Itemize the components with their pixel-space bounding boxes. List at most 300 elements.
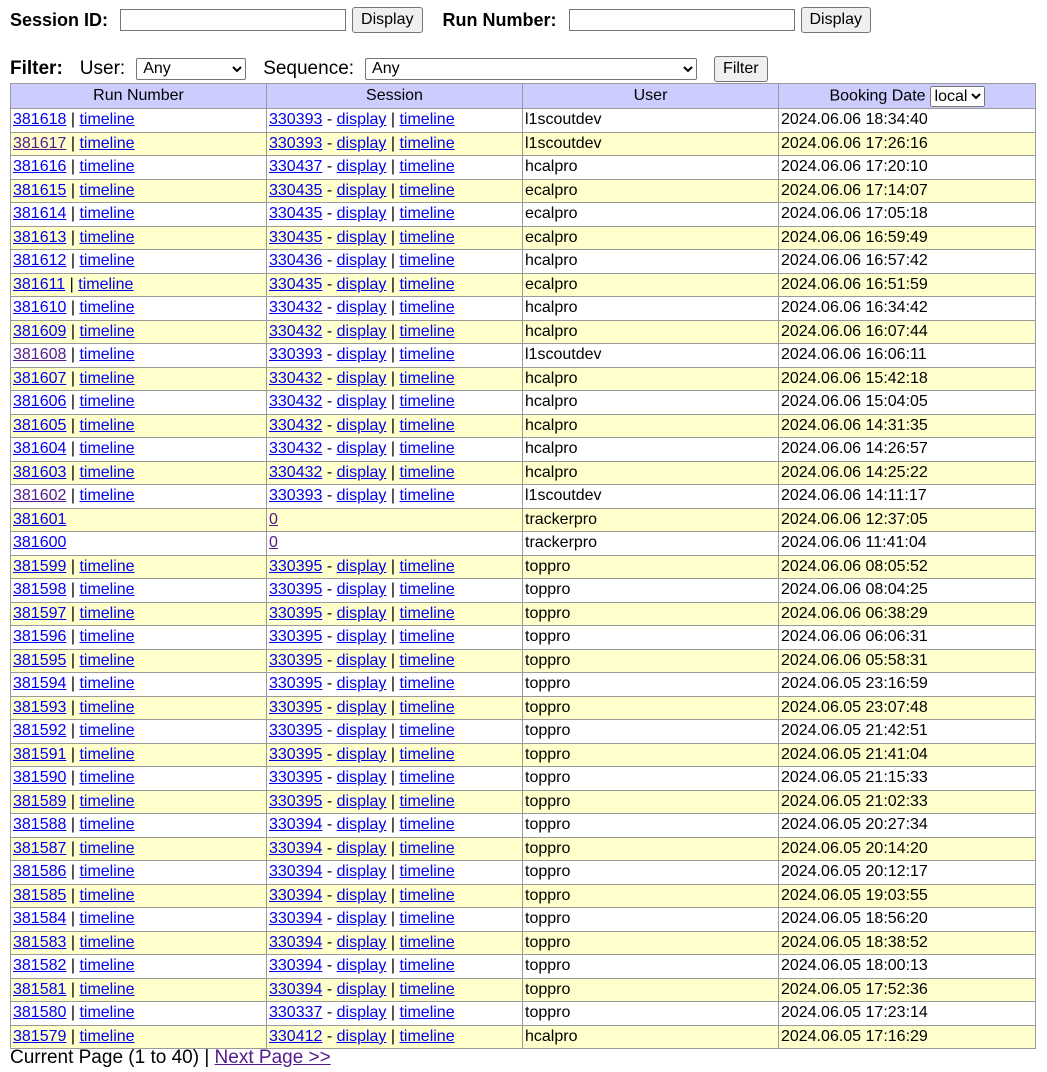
run-timeline-link[interactable]: timeline (79, 205, 135, 223)
session-link[interactable]: 330395 (269, 604, 323, 622)
session-timeline-link[interactable]: timeline (399, 487, 455, 505)
session-link[interactable]: 330437 (269, 158, 323, 176)
session-link[interactable]: 330435 (269, 181, 323, 199)
session-link[interactable]: 330394 (269, 910, 323, 928)
session-link[interactable]: 330435 (269, 205, 323, 223)
table-row (11, 602, 1036, 626)
session-timeline-link[interactable]: timeline (399, 1004, 455, 1022)
separator: | (386, 1027, 400, 1045)
user-cell: toppro (523, 696, 779, 720)
run-timeline-link[interactable]: timeline (79, 557, 135, 575)
session-link[interactable]: 330432 (269, 440, 323, 458)
separator: | (66, 675, 80, 693)
session-display-link[interactable]: display (336, 393, 387, 411)
user-cell: hcalpro (523, 367, 779, 391)
run-number-link[interactable]: 381590 (13, 769, 67, 787)
session-timeline-link[interactable]: timeline (399, 980, 455, 998)
session-display-link[interactable]: display (336, 228, 387, 246)
booking-date-cell: 2024.06.06 17:05:18 (779, 203, 1036, 227)
session-timeline-link[interactable]: timeline (399, 205, 455, 223)
separator: | (386, 440, 400, 458)
run-number-link[interactable]: 381611 (13, 275, 66, 293)
session-timeline-link[interactable]: timeline (399, 299, 455, 317)
session-display-link[interactable]: display (336, 628, 387, 646)
run-timeline-link[interactable]: timeline (79, 440, 135, 458)
session-timeline-link[interactable]: timeline (399, 111, 455, 129)
session-display-link[interactable]: display (336, 722, 387, 740)
run-timeline-link[interactable]: timeline (79, 252, 135, 270)
session-display-link[interactable]: display (336, 181, 387, 199)
session-link[interactable]: 330394 (269, 980, 323, 998)
run-timeline-link[interactable]: timeline (79, 463, 135, 481)
run-number-link[interactable]: 381584 (13, 910, 67, 928)
session-link[interactable]: 330394 (269, 886, 323, 904)
session-link[interactable]: 330395 (269, 675, 323, 693)
separator: | (386, 651, 400, 669)
run-number-link[interactable]: 381587 (13, 839, 67, 857)
separator: | (66, 346, 80, 364)
session-cell (267, 532, 523, 556)
run-cell (11, 884, 267, 908)
run-number-link[interactable]: 381616 (13, 158, 67, 176)
run-number-link[interactable]: 381592 (13, 722, 67, 740)
run-number-link[interactable]: 381591 (13, 745, 67, 763)
run-timeline-link[interactable]: timeline (79, 886, 135, 904)
table-row (11, 273, 1036, 297)
session-cell (267, 320, 523, 344)
run-timeline-link[interactable]: timeline (79, 322, 135, 340)
run-number-link[interactable]: 381613 (13, 228, 67, 246)
session-timeline-link[interactable]: timeline (399, 275, 455, 293)
separator: - (322, 1004, 337, 1022)
session-timeline-link[interactable]: timeline (399, 604, 455, 622)
run-timeline-link[interactable]: timeline (79, 910, 135, 928)
separator: | (386, 581, 400, 599)
separator: | (66, 205, 80, 223)
separator: - (322, 487, 337, 505)
separator: | (386, 839, 400, 857)
session-display-link[interactable]: display (336, 1004, 387, 1022)
table-row (11, 438, 1036, 462)
session-link[interactable]: 330435 (269, 228, 323, 246)
run-timeline-link[interactable]: timeline (79, 933, 135, 951)
run-timeline-link[interactable]: timeline (79, 769, 135, 787)
table-row (11, 626, 1036, 650)
separator: - (322, 205, 337, 223)
session-link[interactable]: 330395 (269, 651, 323, 669)
separator: | (66, 651, 80, 669)
session-cell (267, 908, 523, 932)
timezone-select[interactable] (930, 86, 985, 107)
separator: | (66, 440, 80, 458)
session-timeline-link[interactable]: timeline (399, 134, 455, 152)
session-timeline-link[interactable]: timeline (399, 792, 455, 810)
session-timeline-link[interactable]: timeline (399, 863, 455, 881)
session-link[interactable]: 330393 (269, 111, 323, 129)
booking-date-cell: 2024.06.06 16:34:42 (779, 297, 1036, 321)
run-number-link[interactable]: 381608 (13, 346, 67, 364)
session-display-link[interactable]: display (336, 792, 387, 810)
session-timeline-link[interactable]: timeline (399, 698, 455, 716)
run-timeline-link[interactable]: timeline (79, 863, 135, 881)
table-row (11, 696, 1036, 720)
table-row (11, 743, 1036, 767)
session-timeline-link[interactable]: timeline (399, 745, 455, 763)
booking-date-cell: 2024.06.05 18:38:52 (779, 931, 1036, 955)
separator: | (386, 792, 400, 810)
run-number-link[interactable]: 381615 (13, 181, 67, 199)
user-filter-select[interactable] (136, 58, 246, 80)
session-link[interactable]: 330432 (269, 416, 323, 434)
run-number-link[interactable]: 381614 (13, 205, 67, 223)
sequence-filter-select[interactable] (365, 58, 697, 80)
table-row (11, 367, 1036, 391)
table-row (11, 555, 1036, 579)
run-timeline-link[interactable]: timeline (79, 1027, 135, 1045)
table-row (11, 320, 1036, 344)
session-display-link[interactable]: display (336, 487, 387, 505)
session-cell (267, 790, 523, 814)
run-number-link[interactable]: 381617 (13, 134, 67, 152)
session-link[interactable]: 0 (269, 510, 278, 528)
table-row (11, 931, 1036, 955)
session-link[interactable]: 330435 (269, 275, 323, 293)
run-number-link[interactable]: 381602 (13, 487, 67, 505)
run-number-link[interactable]: 381589 (13, 792, 67, 810)
session-display-link[interactable]: display (336, 863, 387, 881)
run-timeline-link[interactable]: timeline (79, 393, 135, 411)
run-timeline-link[interactable]: timeline (79, 651, 135, 669)
booking-date-cell: 2024.06.05 21:41:04 (779, 743, 1036, 767)
session-timeline-link[interactable]: timeline (399, 416, 455, 434)
run-number-link[interactable]: 381598 (13, 581, 67, 599)
session-display-link[interactable]: display (336, 463, 387, 481)
session-display-link[interactable]: display (336, 369, 387, 387)
session-link[interactable]: 330432 (269, 393, 323, 411)
runs-table-body (11, 109, 1036, 1049)
session-link[interactable]: 330393 (269, 346, 323, 364)
session-display-link[interactable]: display (336, 134, 387, 152)
run-timeline-link[interactable]: timeline (79, 369, 135, 387)
session-display-link[interactable]: display (336, 440, 387, 458)
run-timeline-link[interactable]: timeline (79, 581, 135, 599)
run-timeline-link[interactable]: timeline (79, 698, 135, 716)
separator: | (386, 698, 400, 716)
session-display-link[interactable]: display (336, 651, 387, 669)
session-timeline-link[interactable]: timeline (399, 369, 455, 387)
run-timeline-link[interactable]: timeline (79, 722, 135, 740)
session-timeline-link[interactable]: timeline (399, 252, 455, 270)
session-display-link[interactable]: display (336, 604, 387, 622)
session-timeline-link[interactable]: timeline (399, 910, 455, 928)
booking-date-cell: 2024.06.06 16:57:42 (779, 250, 1036, 274)
session-display-link[interactable]: display (336, 158, 387, 176)
run-number-link[interactable]: 381583 (13, 933, 67, 951)
session-display-link[interactable]: display (336, 346, 387, 364)
session-link[interactable]: 330432 (269, 463, 323, 481)
separator: - (322, 299, 337, 317)
session-link[interactable]: 330395 (269, 628, 323, 646)
session-timeline-link[interactable]: timeline (399, 346, 455, 364)
session-link[interactable]: 330395 (269, 722, 323, 740)
run-number-link[interactable]: 381579 (13, 1027, 67, 1045)
session-timeline-link[interactable]: timeline (399, 158, 455, 176)
session-link[interactable]: 330393 (269, 134, 323, 152)
session-timeline-link[interactable]: timeline (399, 1027, 455, 1045)
run-number-link[interactable]: 381606 (13, 393, 67, 411)
user-cell: toppro (523, 790, 779, 814)
run-timeline-link[interactable]: timeline (79, 745, 135, 763)
session-link[interactable]: 330393 (269, 487, 323, 505)
separator: - (322, 675, 337, 693)
session-link[interactable]: 330432 (269, 369, 323, 387)
run-number-link[interactable]: 381601 (13, 510, 67, 528)
session-timeline-link[interactable]: timeline (399, 722, 455, 740)
run-number-link[interactable]: 381597 (13, 604, 67, 622)
session-timeline-link[interactable]: timeline (399, 463, 455, 481)
run-timeline-link[interactable]: timeline (79, 346, 135, 364)
table-row (11, 649, 1036, 673)
session-cell (267, 438, 523, 462)
session-link[interactable]: 330395 (269, 745, 323, 763)
run-timeline-link[interactable]: timeline (78, 275, 134, 293)
session-display-link[interactable]: display (336, 698, 387, 716)
separator: - (322, 863, 337, 881)
run-number-link[interactable]: 381580 (13, 1004, 67, 1022)
run-number-link[interactable]: 381586 (13, 863, 67, 881)
booking-date-cell: 2024.06.05 19:03:55 (779, 884, 1036, 908)
session-timeline-link[interactable]: timeline (399, 651, 455, 669)
run-cell (11, 344, 267, 368)
session-timeline-link[interactable]: timeline (399, 440, 455, 458)
table-row (11, 673, 1036, 697)
session-display-link[interactable]: display (336, 957, 387, 975)
run-number-link[interactable]: 381603 (13, 463, 67, 481)
session-display-link[interactable]: display (336, 1027, 387, 1045)
run-number-link[interactable]: 381600 (13, 534, 67, 552)
run-timeline-link[interactable]: timeline (79, 628, 135, 646)
session-cell (267, 297, 523, 321)
run-number-link[interactable]: 381582 (13, 957, 67, 975)
run-cell (11, 179, 267, 203)
run-timeline-link[interactable]: timeline (79, 134, 135, 152)
session-link[interactable]: 330412 (269, 1027, 323, 1045)
table-row (11, 461, 1036, 485)
filter-bar (10, 55, 768, 82)
session-display-link[interactable]: display (336, 111, 387, 129)
run-timeline-link[interactable]: timeline (79, 816, 135, 834)
session-display-link[interactable]: display (336, 416, 387, 434)
session-timeline-link[interactable]: timeline (399, 675, 455, 693)
run-timeline-link[interactable]: timeline (79, 792, 135, 810)
session-display-link[interactable]: display (336, 275, 387, 293)
run-number-link[interactable]: 381607 (13, 369, 67, 387)
session-display-link[interactable]: display (336, 322, 387, 340)
separator: | (66, 698, 80, 716)
session-link[interactable]: 330394 (269, 957, 323, 975)
session-display-link[interactable]: display (336, 252, 387, 270)
run-timeline-link[interactable]: timeline (79, 1004, 135, 1022)
run-timeline-link[interactable]: timeline (79, 839, 135, 857)
run-cell (11, 602, 267, 626)
session-display-link[interactable]: display (336, 886, 387, 904)
separator: - (322, 252, 337, 270)
session-display-button[interactable]: Display (352, 7, 422, 33)
separator: | (66, 158, 80, 176)
run-number-link[interactable]: 381618 (13, 111, 67, 129)
session-link[interactable]: 330394 (269, 816, 323, 834)
session-timeline-link[interactable]: timeline (399, 816, 455, 834)
session-link[interactable]: 330395 (269, 698, 323, 716)
run-number-link[interactable]: 381605 (13, 416, 67, 434)
run-number-link[interactable]: 381585 (13, 886, 67, 904)
session-link[interactable]: 330432 (269, 322, 323, 340)
user-cell: toppro (523, 861, 779, 885)
run-number-link[interactable]: 381599 (13, 557, 67, 575)
session-timeline-link[interactable]: timeline (399, 322, 455, 340)
user-cell: hcalpro (523, 250, 779, 274)
session-timeline-link[interactable]: timeline (399, 957, 455, 975)
user-cell: toppro (523, 837, 779, 861)
session-timeline-link[interactable]: timeline (399, 581, 455, 599)
run-number-link[interactable]: 381612 (13, 252, 67, 270)
separator: | (386, 393, 400, 411)
separator: - (322, 322, 337, 340)
run-number-link[interactable]: 381581 (13, 980, 67, 998)
run-number-link[interactable]: 381594 (13, 675, 67, 693)
session-cell (267, 226, 523, 250)
session-link[interactable]: 330394 (269, 933, 323, 951)
session-link[interactable]: 330436 (269, 252, 323, 270)
booking-date-cell: 2024.06.06 16:51:59 (779, 273, 1036, 297)
separator: | (66, 957, 80, 975)
filter-label: Filter: (10, 57, 63, 79)
session-timeline-link[interactable]: timeline (399, 839, 455, 857)
user-cell: toppro (523, 673, 779, 697)
separator: | (386, 299, 400, 317)
next-page-link[interactable]: Next Page >> (214, 1047, 331, 1068)
session-display-link[interactable]: display (336, 980, 387, 998)
session-link[interactable]: 0 (269, 534, 278, 552)
session-display-link[interactable]: display (336, 205, 387, 223)
separator: | (386, 980, 400, 998)
session-display-link[interactable]: display (336, 839, 387, 857)
session-display-link[interactable]: display (336, 675, 387, 693)
separator: | (386, 1004, 400, 1022)
session-link[interactable]: 330337 (269, 1004, 323, 1022)
separator: - (322, 581, 337, 599)
booking-date-cell: 2024.06.06 17:14:07 (779, 179, 1036, 203)
table-row (11, 532, 1036, 556)
run-number-link[interactable]: 381596 (13, 628, 67, 646)
table-row (11, 109, 1036, 133)
table-row (11, 485, 1036, 509)
session-timeline-link[interactable]: timeline (399, 933, 455, 951)
session-display-link[interactable]: display (336, 933, 387, 951)
separator: - (322, 134, 337, 152)
separator: | (386, 910, 400, 928)
booking-date-cell: 2024.06.05 23:16:59 (779, 673, 1036, 697)
session-timeline-link[interactable]: timeline (399, 393, 455, 411)
session-timeline-link[interactable]: timeline (399, 769, 455, 787)
booking-date-cell: 2024.06.06 14:11:17 (779, 485, 1036, 509)
table-row (11, 1002, 1036, 1026)
runs-table (10, 83, 1036, 1049)
separator: - (322, 628, 337, 646)
session-display-link[interactable]: display (336, 769, 387, 787)
session-display-link[interactable]: display (336, 745, 387, 763)
session-display-link[interactable]: display (336, 299, 387, 317)
separator: - (322, 158, 337, 176)
run-timeline-link[interactable]: timeline (79, 299, 135, 317)
session-link[interactable]: 330395 (269, 581, 323, 599)
separator: | (66, 111, 80, 129)
session-link[interactable]: 330394 (269, 839, 323, 857)
user-cell: toppro (523, 626, 779, 650)
session-display-link[interactable]: display (336, 816, 387, 834)
booking-date-cell: 2024.06.06 08:04:25 (779, 579, 1036, 603)
run-display-button[interactable]: Display (801, 7, 871, 33)
session-link[interactable]: 330432 (269, 299, 323, 317)
separator: | (386, 675, 400, 693)
booking-date-cell: 2024.06.05 21:15:33 (779, 767, 1036, 791)
session-link[interactable]: 330394 (269, 863, 323, 881)
session-display-link[interactable]: display (336, 557, 387, 575)
session-link[interactable]: 330395 (269, 769, 323, 787)
run-number-link[interactable]: 381588 (13, 816, 67, 834)
run-timeline-link[interactable]: timeline (79, 158, 135, 176)
run-timeline-link[interactable]: timeline (79, 604, 135, 622)
run-timeline-link[interactable]: timeline (79, 228, 135, 246)
session-display-link[interactable]: display (336, 581, 387, 599)
session-id-label: Session ID: (10, 9, 109, 30)
separator: | (386, 111, 400, 129)
session-display-link[interactable]: display (336, 910, 387, 928)
separator: | (66, 839, 80, 857)
user-cell: toppro (523, 931, 779, 955)
run-timeline-link[interactable]: timeline (79, 416, 135, 434)
session-timeline-link[interactable]: timeline (399, 228, 455, 246)
session-timeline-link[interactable]: timeline (399, 628, 455, 646)
run-number-link[interactable]: 381604 (13, 440, 67, 458)
session-timeline-link[interactable]: timeline (399, 181, 455, 199)
run-timeline-link[interactable]: timeline (79, 980, 135, 998)
run-timeline-link[interactable]: timeline (79, 181, 135, 199)
run-number-link[interactable]: 381609 (13, 322, 67, 340)
session-link[interactable]: 330395 (269, 557, 323, 575)
table-row (11, 414, 1036, 438)
session-cell (267, 344, 523, 368)
run-timeline-link[interactable]: timeline (79, 111, 135, 129)
session-cell (267, 1002, 523, 1026)
run-number-input[interactable] (569, 9, 795, 31)
session-timeline-link[interactable]: timeline (399, 557, 455, 575)
run-number-link[interactable]: 381595 (13, 651, 67, 669)
run-timeline-link[interactable]: timeline (79, 957, 135, 975)
table-row (11, 767, 1036, 791)
run-number-link[interactable]: 381593 (13, 698, 67, 716)
run-timeline-link[interactable]: timeline (79, 487, 135, 505)
session-timeline-link[interactable]: timeline (399, 886, 455, 904)
filter-button[interactable]: Filter (714, 56, 768, 82)
session-cell (267, 814, 523, 838)
session-link[interactable]: 330395 (269, 792, 323, 810)
session-id-input[interactable] (120, 9, 346, 31)
run-number-link[interactable]: 381610 (13, 299, 67, 317)
user-cell: toppro (523, 978, 779, 1002)
run-timeline-link[interactable]: timeline (79, 675, 135, 693)
separator: - (322, 839, 337, 857)
